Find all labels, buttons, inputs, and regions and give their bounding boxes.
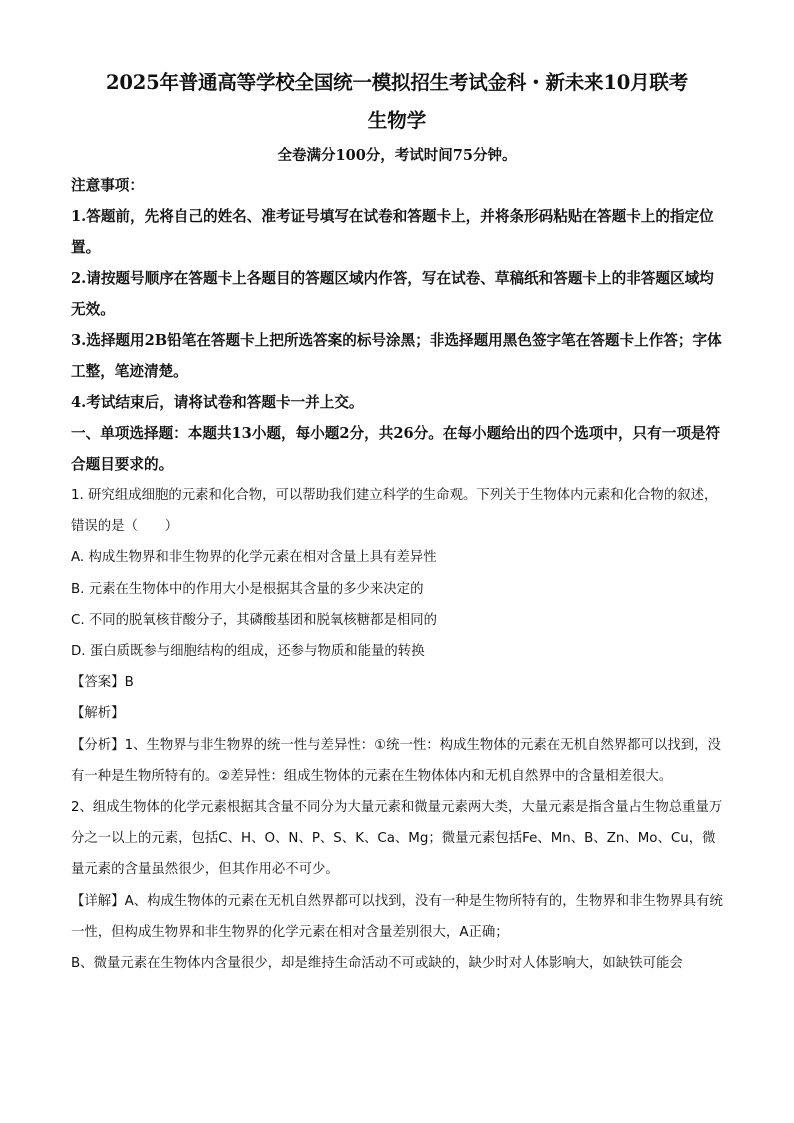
notes-item: 3.选择题用2B铅笔在答题卡上把所选答案的标号涂黑；非选择题用黑色签字笔在答题卡上作答；字体工整，笔迹清楚。: [71, 332, 722, 380]
answer-value: B: [124, 675, 134, 691]
detail-paragraph: B、微量元素在生物体内含量很少，却是维持生命活动不可或缺的，缺少时对人体影响大，如缺铁可能会: [71, 956, 683, 972]
question-stem: 1. 研究组成细胞的元素和化合物，可以帮助我们建立科学的生命观。下列关于生物体内元素和化合物的叙述，错误的是（ ）: [71, 488, 718, 535]
detail-text: A、构成生物体的元素在无机自然界都可以找到，没有一种是生物所特有的，生物界和非生物界具有统一性，但构成生物界和非生物界的化学元素在相对含量差别很大，A正确；: [71, 893, 723, 940]
analysis-subheading: 【分析】: [71, 737, 125, 753]
notes-heading: 注意事项：: [71, 177, 144, 194]
option-b: B. 元素在生物体中的作用大小是根据其含量的多少来决定的: [71, 581, 424, 597]
exam-subject: 生物学: [367, 109, 427, 132]
notes-item: 4.考试结束后，请将试卷和答题卡一并上交。: [71, 394, 364, 411]
analysis-label: 【解析】: [71, 706, 125, 722]
option-a: A. 构成生物界和非生物界的化学元素在相对含量上具有差异性: [71, 550, 437, 566]
analysis-paragraph: 2、组成生物体的化学元素根据其含量不同分为大量元素和微量元素两大类，大量元素是指含量占生物总重量万分之一以上的元素，包括C、H、O、N、P、S、K、Ca、Mg；微量元素包括Fe、Mn、B、Zn、Mo、Cu，微量元素的含量虽然很少，但其作用必不可少。: [71, 800, 723, 878]
detail-label: 【详解】: [71, 893, 125, 909]
detail-paragraph: [71, 886, 723, 948]
analysis-text: 1、生物界与非生物界的统一性与差异性：①统一性：构成生物体的元素在无机自然界都可以找到，没有一种是生物所特有的。②差异性：组成生物体的元素在生物体体内和无机自然界中的含量相差很大。: [71, 737, 721, 784]
option-d: D. 蛋白质既参与细胞结构的组成，还参与物质和能量的转换: [71, 644, 425, 660]
notes-item: 1.答题前，先将自己的姓名、准考证号填写在试卷和答题卡上，并将条形码粘贴在答题卡上的指定位置。: [71, 208, 714, 256]
exam-title: 2025年普通高等学校全国统一模拟招生考试金科・新未来10月联考: [105, 71, 688, 94]
answer-line: [71, 667, 723, 698]
answer-label: 【答案】: [71, 675, 125, 691]
notes-item: 2.请按题号顺序在答题卡上各题目的答题区域内作答，写在试卷、草稿纸和答题卡上的非答题区域均无效。: [71, 270, 714, 318]
analysis-paragraph: [71, 730, 723, 792]
exam-meta: 全卷满分100分，考试时间75分钟。: [277, 147, 517, 164]
section-heading: 一、单项选择题：本题共13小题，每小题2分，共26分。在每小题给出的四个选项中，只有一项是符合题目要求的。: [71, 425, 721, 473]
exam-page: [71, 64, 723, 979]
option-c: C. 不同的脱氧核苷酸分子，其磷酸基团和脱氧核糖都是相同的: [71, 612, 438, 628]
